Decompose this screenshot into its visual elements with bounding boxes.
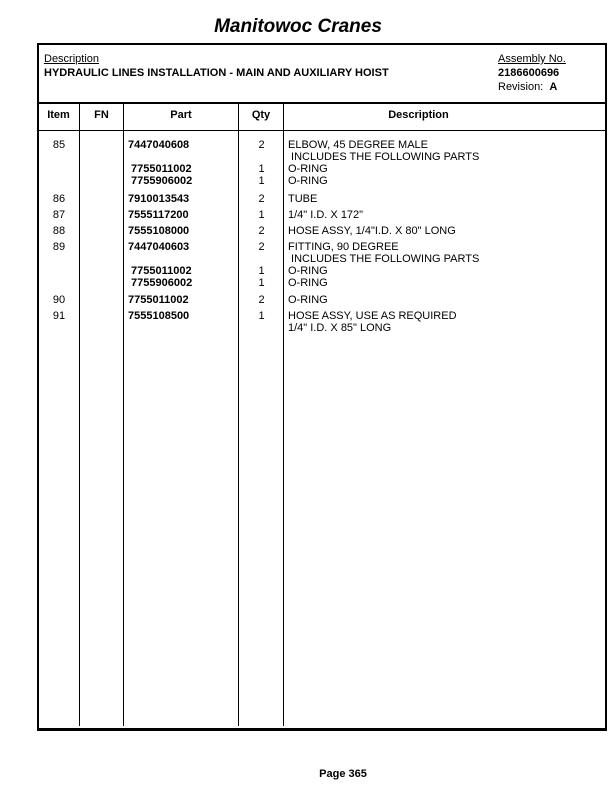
part-description: TUBE bbox=[288, 193, 318, 205]
quantity: 1 bbox=[258, 163, 265, 175]
revision bbox=[498, 81, 557, 93]
quantity: 2 bbox=[258, 139, 265, 151]
item-number: 90 bbox=[52, 294, 66, 306]
quantity: 2 bbox=[258, 225, 265, 237]
part-description: O-RING bbox=[288, 163, 328, 175]
part-number: 7755011002 bbox=[128, 294, 189, 306]
column-divider bbox=[283, 102, 284, 726]
document-title: Manitowoc Cranes bbox=[214, 16, 382, 37]
column-header-part: Part bbox=[170, 109, 192, 121]
part-description: 1/4" I.D. X 172" bbox=[288, 209, 364, 221]
quantity: 1 bbox=[258, 175, 265, 187]
part-number: 7755011002 bbox=[128, 163, 192, 175]
item-number: 86 bbox=[52, 193, 66, 205]
part-description: O-RING bbox=[288, 175, 328, 187]
item-number: 85 bbox=[52, 139, 66, 151]
assembly-number-label: Assembly No. bbox=[498, 53, 566, 65]
part-description: HOSE ASSY, USE AS REQUIRED bbox=[288, 310, 457, 322]
part-description: O-RING bbox=[288, 265, 328, 277]
quantity: 1 bbox=[258, 209, 265, 221]
assembly-description: HYDRAULIC LINES INSTALLATION - MAIN AND AUXILIARY HOIST bbox=[44, 67, 389, 79]
page-number: Page 365 bbox=[319, 768, 367, 780]
part-description: O-RING bbox=[288, 294, 328, 306]
revision-value: A bbox=[549, 81, 558, 93]
part-number: 7755906002 bbox=[128, 175, 193, 187]
quantity: 2 bbox=[258, 241, 265, 253]
part-number: 7755906002 bbox=[128, 277, 193, 289]
part-number: 7447040608 bbox=[128, 139, 190, 151]
part-number: 7555117200 bbox=[128, 209, 189, 221]
quantity: 2 bbox=[258, 294, 265, 306]
column-header-qty: Qty bbox=[251, 109, 271, 121]
part-number: 7910013543 bbox=[128, 193, 190, 205]
revision-label: Revision: bbox=[498, 81, 544, 93]
part-number: 7447040603 bbox=[128, 241, 190, 253]
quantity: 1 bbox=[258, 265, 265, 277]
part-description: INCLUDES THE FOLLOWING PARTS bbox=[288, 253, 480, 265]
column-header-item: Item bbox=[47, 109, 70, 121]
assembly-number: 2186600696 bbox=[498, 67, 560, 79]
part-description: INCLUDES THE FOLLOWING PARTS bbox=[288, 151, 480, 163]
part-description: HOSE ASSY, 1/4"I.D. X 80" LONG bbox=[288, 225, 456, 237]
description-label: Description bbox=[44, 53, 100, 65]
column-divider bbox=[123, 102, 124, 726]
item-number: 91 bbox=[52, 310, 66, 322]
part-description: O-RING bbox=[288, 277, 328, 289]
part-description: ELBOW, 45 DEGREE MALE bbox=[288, 139, 428, 151]
column-divider bbox=[238, 102, 239, 726]
item-number: 87 bbox=[52, 209, 66, 221]
column-header-fn: FN bbox=[94, 109, 109, 121]
quantity: 1 bbox=[258, 310, 265, 322]
part-description: 1/4" I.D. X 85" LONG bbox=[288, 322, 392, 334]
part-description: FITTING, 90 DEGREE bbox=[288, 241, 399, 253]
quantity: 1 bbox=[258, 277, 265, 289]
column-divider bbox=[79, 102, 80, 726]
part-number: 7755011002 bbox=[128, 265, 192, 277]
column-header-description: Description bbox=[388, 109, 449, 121]
quantity: 2 bbox=[258, 193, 265, 205]
part-number: 7555108000 bbox=[128, 225, 190, 237]
item-number: 88 bbox=[52, 225, 66, 237]
item-number: 89 bbox=[52, 241, 66, 253]
part-number: 7555108500 bbox=[128, 310, 190, 322]
